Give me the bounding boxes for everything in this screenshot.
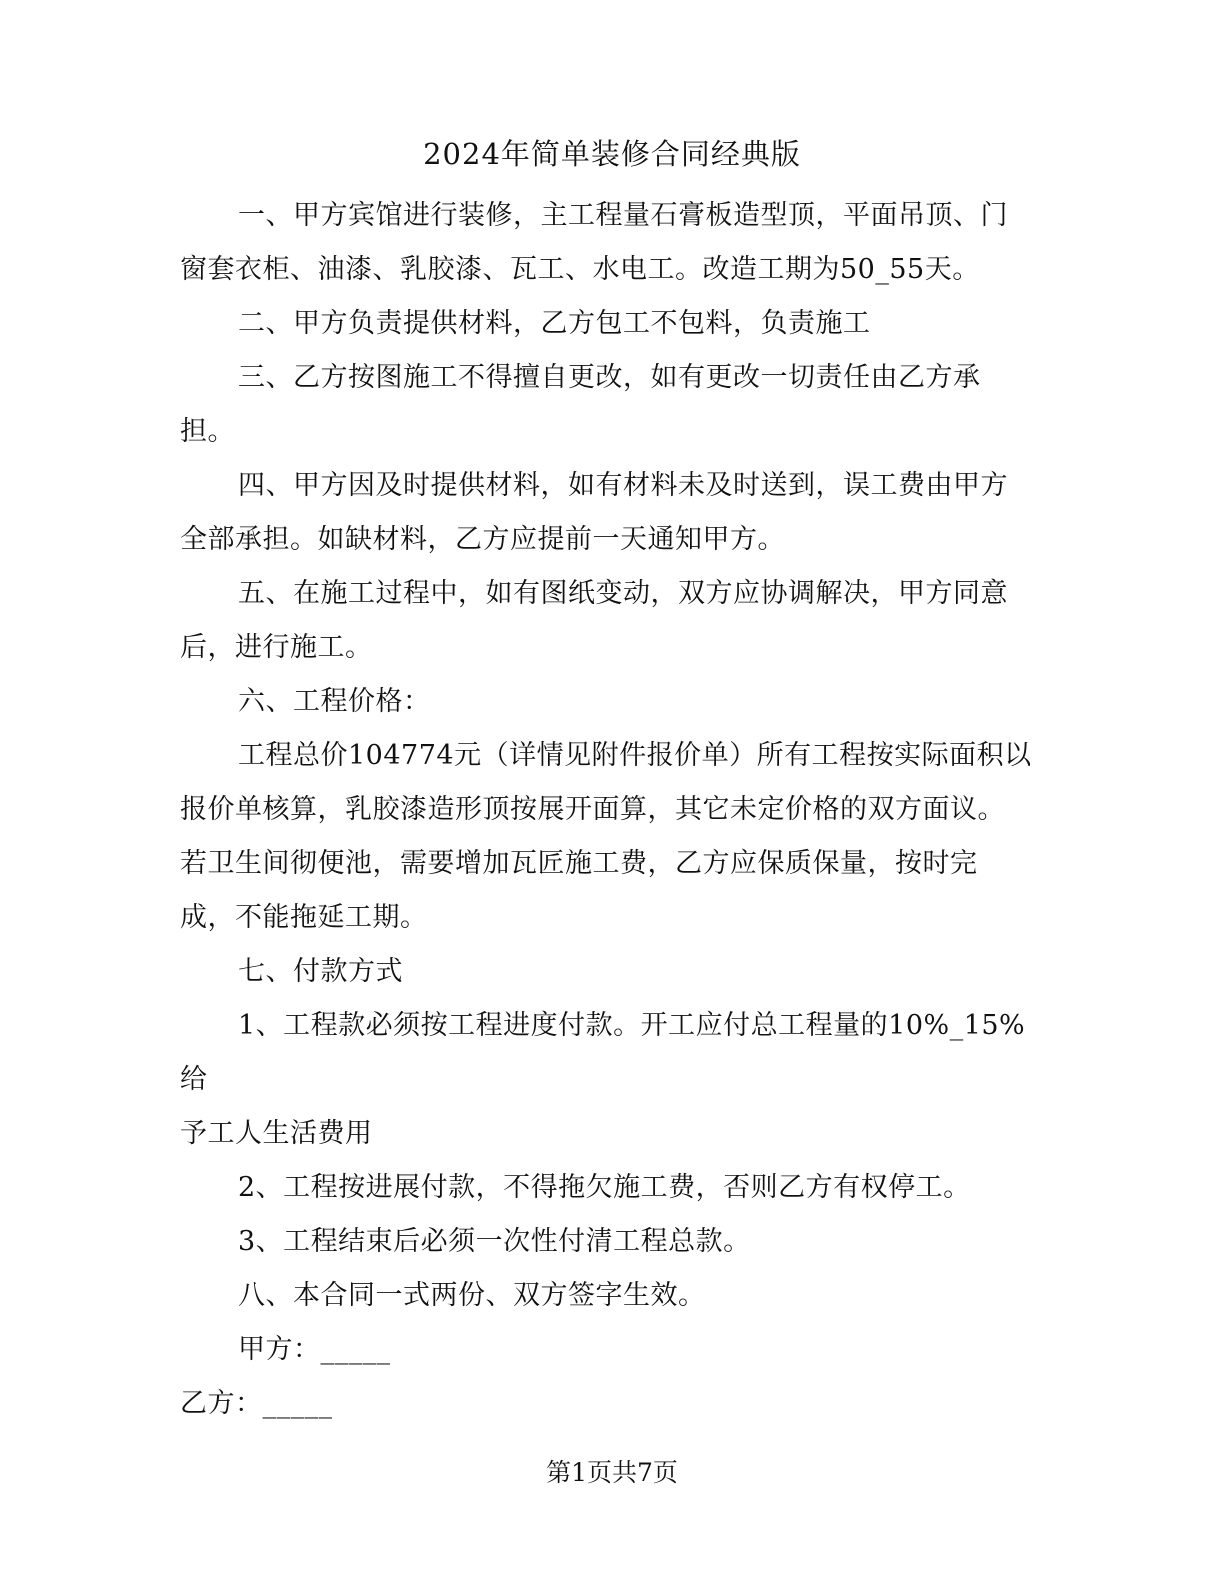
price-paragraph [180, 729, 1040, 945]
clause-2 [180, 297, 1040, 351]
clause-3-line-1: 三、乙方按图施工不得擅自更改，如有更改一切责任由乙方承 [238, 362, 981, 393]
clause-8 [180, 1269, 1040, 1323]
payment-item-1-line-1: 1、工程款必须按工程进度付款。开工应付总工程量的10%_15%给 [180, 1010, 1026, 1095]
clause-5-line-2: 后，进行施工。 [180, 632, 373, 663]
clause-1 [180, 189, 1040, 297]
payment-item-1-line-2: 予工人生活费用 [180, 1118, 373, 1149]
party-b-signature [180, 1377, 1040, 1431]
price-line-1: 工程总价104774元（详情见附件报价单）所有工程按实际面积以 [238, 740, 1032, 771]
clause-6-heading [180, 675, 1040, 729]
clause-4 [180, 459, 1040, 567]
party-a-line: 甲方：_____ [238, 1334, 391, 1365]
document-title: 2024年简单装修合同经典版 [423, 137, 801, 171]
clause-6-line-1: 六、工程价格： [238, 686, 431, 717]
payment-item-2-line-1: 2、工程按进展付款，不得拖欠施工费，否则乙方有权停工。 [238, 1172, 971, 1203]
payment-item-3 [180, 1215, 1040, 1269]
page-number: 第1页共7页 [546, 1458, 678, 1487]
price-line-4: 成，不能拖延工期。 [180, 902, 428, 933]
clause-4-line-1: 四、甲方因及时提供材料，如有材料未及时送到，误工费由甲方 [238, 470, 1008, 501]
clause-3-line-2: 担。 [180, 416, 235, 447]
clause-4-line-2: 全部承担。如缺材料，乙方应提前一天通知甲方。 [180, 524, 785, 555]
clause-8-line-1: 八、本合同一式两份、双方签字生效。 [238, 1280, 706, 1311]
contract-body [180, 189, 1040, 1431]
payment-item-2 [180, 1161, 1040, 1215]
party-b-line: 乙方：_____ [180, 1388, 333, 1419]
clause-1-line-2: 窗套衣柜、油漆、乳胶漆、瓦工、水电工。改造工期为50_55天。 [180, 254, 980, 285]
clause-2-line-1: 二、甲方负责提供材料，乙方包工不包料，负责施工 [238, 308, 871, 339]
price-line-3: 若卫生间彻便池，需要增加瓦匠施工费，乙方应保质保量，按时完 [180, 848, 978, 879]
clause-5 [180, 567, 1040, 675]
clause-7-line-1: 七、付款方式 [238, 956, 403, 987]
party-a-signature [180, 1323, 1040, 1377]
clause-7-heading [180, 945, 1040, 999]
clause-1-line-1: 一、甲方宾馆进行装修，主工程量石膏板造型顶，平面吊顶、门 [238, 200, 1008, 231]
clause-5-line-1: 五、在施工过程中，如有图纸变动，双方应协调解决，甲方同意 [238, 578, 1008, 609]
payment-item-3-line-1: 3、工程结束后必须一次性付清工程总款。 [238, 1226, 751, 1257]
clause-3 [180, 351, 1040, 459]
payment-item-1 [180, 999, 1040, 1161]
price-line-2: 报价单核算，乳胶漆造形顶按展开面算，其它未定价格的双方面议。 [180, 794, 1005, 825]
